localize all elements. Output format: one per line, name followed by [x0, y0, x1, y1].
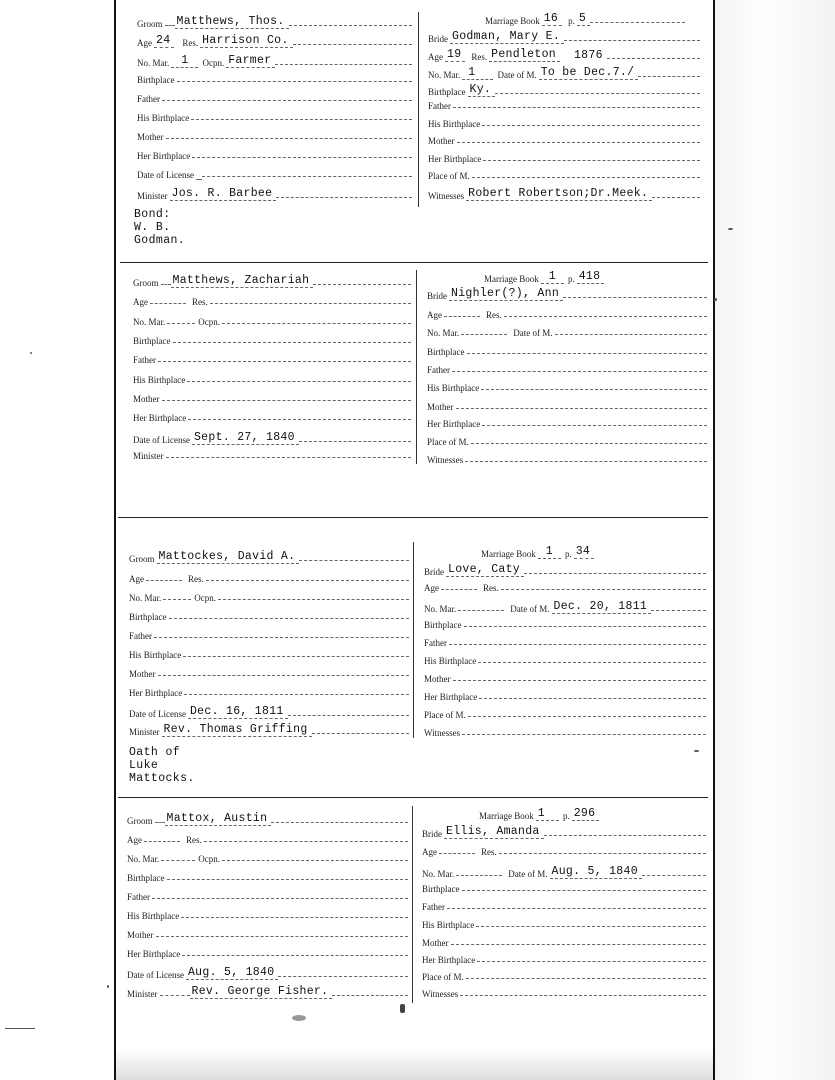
bride-res-label: Res.	[486, 310, 502, 320]
bride-age-label: Age	[427, 310, 442, 320]
date-of-license-label: Date of License	[133, 435, 190, 445]
date-of-m-label: Date of M.	[508, 869, 548, 879]
bride-his-birthplace-label: His Birthplace	[424, 656, 477, 666]
bride-label: Bride	[424, 567, 444, 577]
page-label: p.	[568, 16, 575, 26]
age-label: Age	[129, 574, 144, 584]
bride-no-mar-label: No. Mar.	[428, 70, 461, 80]
bride-name: Ellis, Amanda	[444, 826, 544, 839]
birthplace-label: Birthplace	[129, 612, 167, 622]
no-mar-label: No. Mar.	[129, 593, 162, 603]
mother-label: Mother	[133, 394, 160, 404]
witnesses-label: Witnesses	[424, 728, 461, 738]
witnesses: Robert Robertson;Dr.Meek.	[466, 188, 652, 201]
mother-label: Mother	[129, 669, 156, 679]
date-of-license: Aug. 5, 1840	[186, 967, 278, 980]
bride-age-label: Age	[428, 52, 443, 62]
marriage-book-label: Marriage Book	[479, 811, 534, 821]
groom-label: Groom	[127, 816, 153, 826]
his-birthplace-label: His Birthplace	[127, 911, 180, 921]
bride-res-label: Res.	[481, 847, 497, 857]
scan-speck	[30, 352, 32, 354]
bride-father-label: Father	[422, 902, 445, 912]
her-birthplace-label: Her Birthplace	[129, 688, 183, 698]
marriage-book: 16	[542, 13, 562, 26]
groom-mar-ocpn-row	[137, 55, 412, 68]
father-label: Father	[127, 892, 150, 902]
card-separator	[118, 517, 708, 518]
groom-name: Mattockes, David A.	[157, 551, 300, 564]
age-label: Age	[127, 835, 142, 845]
bride-mother-label: Mother	[427, 402, 454, 412]
marriage-book: 1	[538, 546, 561, 559]
birthplace-label: Birthplace	[133, 336, 171, 346]
card-separator	[120, 262, 708, 263]
birthplace-label: Birthplace	[127, 873, 165, 883]
card-divider	[416, 270, 417, 464]
bride-his-birthplace-label: His Birthplace	[427, 383, 480, 393]
date-of-m: Aug. 5, 1840	[550, 866, 642, 879]
scan-speck	[5, 1028, 35, 1029]
bride-no-mar-label: No. Mar.	[422, 869, 455, 879]
witnesses-label: Witnesses	[422, 989, 459, 999]
groom-ocpn: Farmer	[226, 55, 275, 68]
minister-label: Minister	[129, 727, 160, 737]
bride-mother-label: Mother	[428, 136, 455, 146]
bride-res-year: 1876	[573, 49, 603, 62]
bride-name: Love, Caty	[446, 564, 524, 577]
marriage-book-label: Marriage Book	[481, 549, 536, 559]
place-of-m-label: Place of M.	[424, 710, 466, 720]
his-birthplace-label: His Birthplace	[133, 375, 186, 385]
age-label: Age	[133, 297, 148, 307]
res-label: Res.	[192, 297, 208, 307]
groom-age: 24	[154, 35, 174, 48]
minister: Rev. George Fisher.	[190, 986, 333, 999]
father-label: Father	[129, 631, 152, 641]
marriage-book-row	[485, 13, 685, 26]
date-of-license	[196, 179, 202, 180]
bride-age-label: Age	[422, 847, 437, 857]
bride-label: Bride	[428, 34, 448, 44]
page-number: 418	[577, 271, 605, 284]
bride-her-birthplace-label: Her Birthplace	[422, 955, 476, 965]
groom-row	[137, 16, 412, 29]
page-number: 34	[574, 546, 594, 559]
ocpn-label: Ocpn.	[194, 593, 216, 603]
no-mar-label: No. Mar.	[127, 854, 160, 864]
bride-her-birthplace-label: Her Birthplace	[424, 692, 478, 702]
minister: Rev. Thomas Griffing	[162, 724, 312, 737]
father-label: Father	[133, 355, 156, 365]
marriage-book: 1	[536, 808, 559, 821]
date-of-license: Sept. 27, 1840	[192, 432, 299, 445]
her-birthplace-label: Her Birthplace	[127, 949, 181, 959]
birthplace-label: Birthplace	[137, 75, 175, 85]
bride-no-mar-label: No. Mar.	[424, 604, 457, 614]
witnesses-label: Witnesses	[428, 191, 465, 201]
page-label: p.	[562, 811, 570, 821]
minister-label: Minister	[127, 989, 158, 999]
date-of-m-label: Date of M.	[497, 70, 537, 80]
minister-label: Minister	[133, 451, 164, 461]
marriage-book: 1	[541, 271, 564, 284]
bride-mother-label: Mother	[424, 674, 451, 684]
card-note: Bond: W. B. Godman.	[134, 208, 186, 247]
page-edge-right	[713, 0, 715, 1080]
his-birthplace-label: His Birthplace	[129, 650, 182, 660]
bride-birthplace-label: Birthplace	[422, 884, 460, 894]
bride-mother-label: Mother	[422, 938, 449, 948]
bride-res-label: Res.	[483, 583, 499, 593]
date-of-license-label: Date of License	[127, 970, 184, 980]
bride-age-label: Age	[424, 583, 439, 593]
groom-no-mar: 1	[171, 55, 198, 68]
page-edge-left	[114, 0, 116, 1080]
bride-birthplace: Ky.	[468, 84, 496, 97]
card-divider	[418, 12, 419, 207]
groom-label: Groom	[133, 278, 159, 288]
bride-her-birthplace-label: Her Birthplace	[428, 154, 482, 164]
ocpn-label: Ocpn.	[198, 854, 220, 864]
minister: Jos. R. Barbee	[170, 188, 277, 201]
bride-birthplace-label: Birthplace	[424, 620, 462, 630]
scan-speck	[728, 228, 733, 230]
ocpn-label: Ocpn.	[202, 58, 225, 68]
groom-name: Matthews, Thos.	[175, 16, 289, 29]
his-birthplace-label: His Birthplace	[137, 113, 190, 123]
mother-label: Mother	[137, 132, 164, 142]
date-of-m-label: Date of M.	[513, 328, 553, 338]
bride-name: Nighler(?), Ann	[449, 288, 563, 301]
bride-label: Bride	[427, 291, 447, 301]
groom-name: Mattox, Austin	[165, 813, 272, 826]
scan-speck	[694, 750, 699, 752]
bride-father-label: Father	[428, 101, 451, 111]
bride-label: Bride	[422, 829, 442, 839]
bride-row	[428, 31, 700, 44]
date-of-m: Dec. 20, 1811	[552, 601, 652, 614]
her-birthplace-label: Her Birthplace	[137, 151, 191, 161]
bride-name: Godman, Mary E.	[450, 31, 564, 44]
card-note: Oath of Luke Mattocks.	[129, 746, 195, 785]
groom-res: Harrison Co.	[200, 35, 292, 48]
bride-res: Pendleton	[489, 49, 560, 62]
page-number: 5	[577, 13, 590, 26]
date-of-license-label: Date of License	[129, 709, 186, 719]
groom-age-res-row	[137, 35, 412, 48]
bride-father-label: Father	[424, 638, 447, 648]
res-label: Res.	[182, 38, 199, 48]
scan-speck	[107, 985, 109, 988]
place-of-m-label: Place of M.	[427, 437, 469, 447]
date-of-license: Dec. 16, 1811	[188, 706, 288, 719]
witnesses-label: Witnesses	[427, 455, 464, 465]
no-mar-label: No. Mar.	[137, 58, 170, 68]
card-divider	[413, 542, 414, 738]
scan-margin	[715, 0, 835, 1080]
place-of-m-label: Place of M.	[422, 972, 464, 982]
bride-res-label: Res.	[471, 52, 488, 62]
father-label: Father	[137, 94, 160, 104]
page-bottom-edge	[116, 1048, 713, 1080]
groom-label: Groom	[137, 19, 163, 29]
bride-birthplace-label: Birthplace	[427, 347, 465, 357]
bride-her-birthplace-label: Her Birthplace	[427, 419, 481, 429]
bride-no-mar-label: No. Mar.	[427, 328, 460, 338]
date-of-m-label: Date of M.	[510, 604, 550, 614]
groom-label: Groom	[129, 554, 155, 564]
no-mar-label: No. Mar.	[133, 317, 166, 327]
date-of-license-label: Date of License	[137, 170, 194, 180]
card-divider	[412, 806, 413, 1003]
bride-father-label: Father	[427, 365, 450, 375]
bride-his-birthplace-label: His Birthplace	[422, 920, 475, 930]
date-of-m: To be Dec.7./	[539, 67, 639, 80]
page-number: 296	[572, 808, 600, 821]
scan-speck	[292, 1015, 306, 1021]
groom-name: Matthews, Zachariah	[171, 275, 314, 288]
mother-label: Mother	[127, 930, 154, 940]
bride-age: 19	[445, 49, 465, 62]
minister-label: Minister	[137, 191, 168, 201]
place-of-m-label: Place of M.	[428, 171, 470, 181]
ocpn-label: Ocpn.	[198, 317, 220, 327]
her-birthplace-label: Her Birthplace	[133, 413, 187, 423]
bride-birthplace-label: Birthplace	[428, 87, 466, 97]
marriage-book-label: Marriage Book	[484, 274, 539, 284]
page-label: p.	[567, 274, 575, 284]
res-label: Res.	[186, 835, 202, 845]
age-label: Age	[137, 38, 152, 48]
page-label: p.	[564, 549, 572, 559]
res-label: Res.	[188, 574, 204, 584]
marriage-book-label: Marriage Book	[485, 16, 540, 26]
bride-his-birthplace-label: His Birthplace	[428, 119, 481, 129]
bride-no-mar: 1	[462, 67, 493, 80]
scan-speck	[400, 1004, 405, 1013]
card-separator	[118, 797, 708, 798]
scan-speck	[714, 298, 717, 301]
